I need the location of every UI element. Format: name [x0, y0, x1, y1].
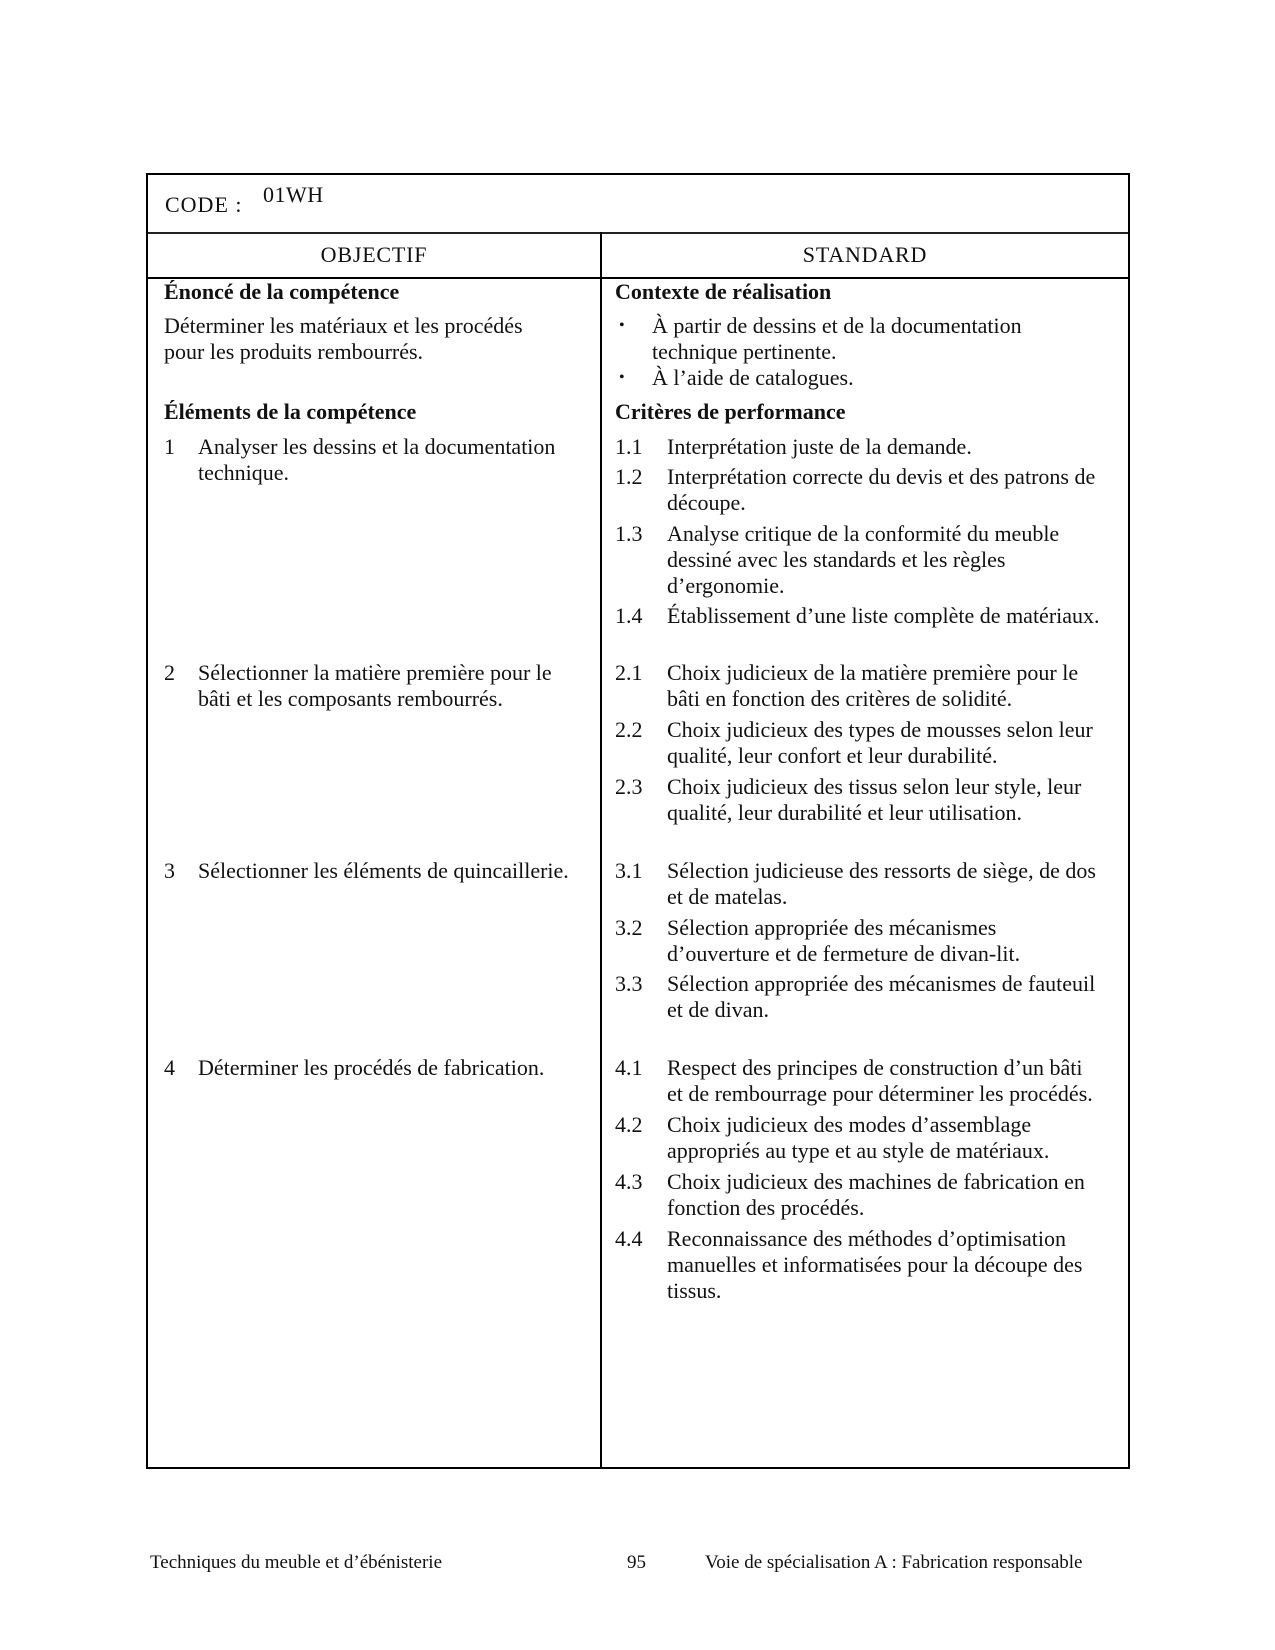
contexte-title: Contexte de réalisation — [615, 279, 832, 304]
code-row — [148, 175, 1128, 234]
element-text: Déterminer les procédés de fabrication. — [198, 1055, 545, 1080]
bullet-icon: • — [619, 369, 625, 386]
elements-title: Éléments de la compétence — [164, 399, 417, 424]
element-number: 3 — [164, 858, 175, 883]
objectif-header: OBJECTIF — [320, 242, 428, 267]
footer-specialisation: Voie de spécialisation A : Fabrication responsable — [705, 1552, 1083, 1573]
contexte-text: À l’aide de catalogues. — [652, 365, 854, 390]
criteres-title: Critères de performance — [615, 399, 846, 424]
competency-table — [146, 173, 1130, 1469]
objectif-column — [148, 277, 600, 1467]
contexte-text: À partir de dessins et de la documentation technique pertinente. — [652, 313, 1022, 364]
footer-page-number: 95 — [627, 1552, 646, 1573]
code-value: 01WH — [263, 182, 324, 207]
element-text: Analyser les dessins et la documentation technique. — [198, 434, 556, 485]
element-text: Sélectionner les éléments de quincaillerie. — [198, 858, 569, 883]
enonce-text-line2: pour les produits rembourrés. — [164, 339, 424, 364]
standard-header: STANDARD — [802, 242, 928, 267]
footer-program-title: Techniques du meuble et d’ébénisterie — [150, 1552, 443, 1573]
column-header-row — [148, 232, 1128, 279]
element-number: 2 — [164, 660, 175, 685]
element-number: 1 — [164, 434, 175, 459]
enonce-text-line1: Déterminer les matériaux et les procédés — [164, 313, 523, 338]
bullet-icon: • — [619, 317, 625, 334]
enonce-title: Énoncé de la compétence — [164, 279, 400, 304]
code-label: CODE : — [165, 192, 243, 217]
element-text: Sélectionner la matière première pour le bâti et les composants rembourrés. — [198, 660, 552, 711]
standard-column: Contexte de réalisation • À partir de dessins et de la documentation technique pertinente. • À l’aide de catalogues. Critères de performance 1.1 Interprétation juste de la demande. 1.2 Interprétation correcte du devis et des patrons de découpe. 1.3 Analyse critique de la conformité du meuble dessiné avec les standards et les règles d’ergonomie. 1.4 Établissement d’une liste complète de matériaux. 2.1 Choix judicieux de la matière première pour le bâti en fonction des critères de solidité. 2.2 Choix judicieux des types de mousses selon leur qualité, leur confort et leur durabilité. 2.3 Choix judicieux des tissus selon leur style, leur qualité, leur durabilité et leur utilisation. 3.1 Sélection judicieuse des ressorts de siège, de dos et de matelas. 3.2 Sélection appropriée des mécanismes d’ouverture et de fermeture de divan-lit. 3.3 Sélection appropriée des mécanismes de fauteuil et de divan. 4.1 Respect des principes de construction d’un bâti et de rembourrage pour déterminer les procédés. 4.2 Choix judicieux des modes d’assemblage appropriés au type et au style de matériaux. 4.3 Choix judicieux des machines de fabrication en fonction des procédés. 4.4 Reconnaissance des méthodes d’optimisation manuelles et informatisées pour la découpe des tissus. — [602, 277, 1128, 1467]
element-number: 4 — [164, 1055, 175, 1080]
